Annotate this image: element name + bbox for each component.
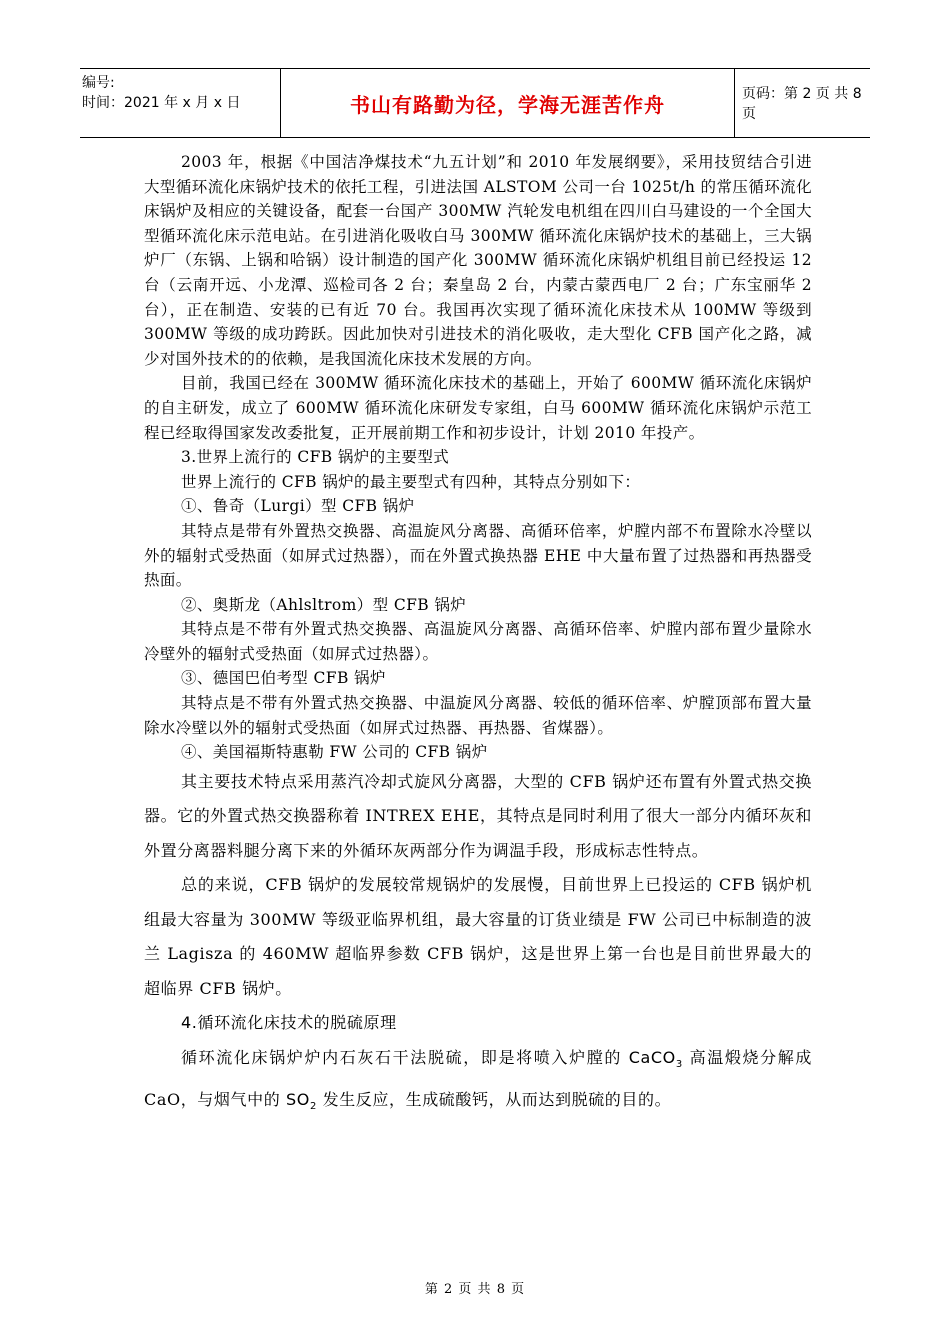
section-4-text-c: 发生反应，生成硫酸钙，从而达到脱硫的目的。: [316, 1089, 672, 1109]
summary-paragraph: 总的来说，CFB 锅炉的发展较常规锅炉的发展慢，目前世界上已投运的 CFB 锅炉机组最大容量为 300MW 等级亚临界机组，最大容量的订货业绩是 FW 公司已中标制造的波兰 Lagisza 的 460MW 超临界参数 CFB 锅炉，这是世界上第一台也是目前世界最大的超临界 CFB 锅炉。: [144, 875, 812, 998]
header-meta: [80, 69, 277, 137]
header-motto: 书山有路勤为径，学海无涯苦作舟: [280, 69, 735, 137]
header-page-number: 页码：第 2 页 共 8 页: [742, 86, 862, 122]
type-2-description: 其特点是不带有外置式热交换器、高温旋风分离器、高循环倍率、炉膛内部布置少量除水冷壁外的辐射式受热面（如屏式过热器）。: [144, 620, 812, 663]
type-3-description: 其特点是不带有外置式热交换器、中温旋风分离器、较低的循环倍率、炉膛顶部布置大量除水冷壁以外的辐射式受热面（如屏式过热器、再热器、省煤器）。: [144, 694, 812, 737]
paragraph-baima-project: 2003 年，根据《中国洁净煤技术“九五计划”和 2010 年发展纲要》，采用技贸结合引进大型循环流化床锅炉技术的依托工程，引进法国 ALSTOM 公司一台 1025t/h 的常压循环流化床锅炉及相应的关键设备，配套一台国产 300MW 汽轮发电机组在四川白马建设的一个全国大型循环流化床示范电站。在引进消化吸收白马 300MW 循环流化床锅炉技术的基础上，三大锅炉厂（东锅、上锅和哈锅）设计制造的国产化 300MW 循环流化床锅炉机组目前已经投运 12 台（云南开远、小龙潭、巡检司各 2 台；秦皇岛 2 台，内蒙古蒙西电厂 2 台；广东宝丽华 2 台），正在制造、安装的已有近 70 台。我国再次实现了循环流化床技术从 100MW 等级到 300MW 等级的成功跨跃。因此加快对引进技术的消化吸收，走大型化 CFB 国产化之路，减少对国外技术的的依赖，是我国流化床技术发展的方向。: [144, 153, 812, 368]
section-4-heading: 4.循环流化床技术的脱硫原理: [181, 1013, 397, 1033]
paragraph-600mw-development: 目前，我国已经在 300MW 循环流化床技术的基础上，开始了 600MW 循环流化床锅炉的自主研发，成立了 600MW 循环流化床研发专家组，白马 600MW 循环流化床锅炉示范工程已经取得国家发改委批复，正开展前期工作和初步设计，计划 2010 年投产。: [144, 374, 812, 442]
type-1-heading: ①、鲁奇（Lurgi）型 CFB 锅炉: [181, 497, 415, 516]
document-number-label: 编号:: [82, 75, 115, 91]
type-3-heading: ③、德国巴伯考型 CFB 锅炉: [181, 669, 386, 688]
page-header: [80, 68, 870, 138]
section-4-paragraph: [144, 1041, 812, 1124]
document-body: [144, 150, 812, 1124]
section-4-text-a: 循环流化床锅炉炉内石灰石干法脱硫，即是将喷入炉膛的: [181, 1047, 629, 1067]
section-4-text-b: 高温煅烧分解成 CaO，与烟气中的: [144, 1047, 813, 1109]
type-2-heading: ②、奥斯龙（Ahlsltrom）型 CFB 锅炉: [181, 595, 467, 614]
type-1-description: 其特点是带有外置热交换器、高温旋风分离器、高循环倍率，炉膛内部不布置除水冷壁以外的辐射式受热面（如屏式过热器），而在外置式换热器 EHE 中大量布置了过热器和再热器受热面。: [144, 521, 812, 590]
type-4-description: 其主要技术特点采用蒸汽冷却式旋风分离器，大型的 CFB 锅炉还布置有外置式热交换器。它的外置式热交换器称着 INTREX EHE，其特点是同时利用了很大一部分内循环灰和外置分离器料腿分离下来的外循环灰两部分作为调温手段，形成标志性特点。: [144, 771, 812, 860]
page-footer: 第 2 页 共 8 页: [424, 1282, 526, 1297]
so2-subscript: 2: [309, 1100, 317, 1112]
caco3-formula: [628, 1047, 683, 1071]
so2-base: SO: [286, 1089, 310, 1109]
section-3-intro: 世界上流行的 CFB 锅炉的最主要型式有四种，其特点分别如下：: [181, 472, 641, 491]
document-date-label: 时间：2021 年 x 月 x 日: [82, 95, 241, 111]
type-4-heading: ④、美国福斯特惠勒 FW 公司的 CFB 锅炉: [181, 743, 488, 762]
caco3-subscript: 3: [675, 1059, 683, 1071]
section-3-heading: 3.世界上流行的 CFB 锅炉的主要型式: [181, 448, 450, 467]
so2-formula: [286, 1089, 317, 1112]
caco3-base: CaCO: [628, 1047, 676, 1067]
